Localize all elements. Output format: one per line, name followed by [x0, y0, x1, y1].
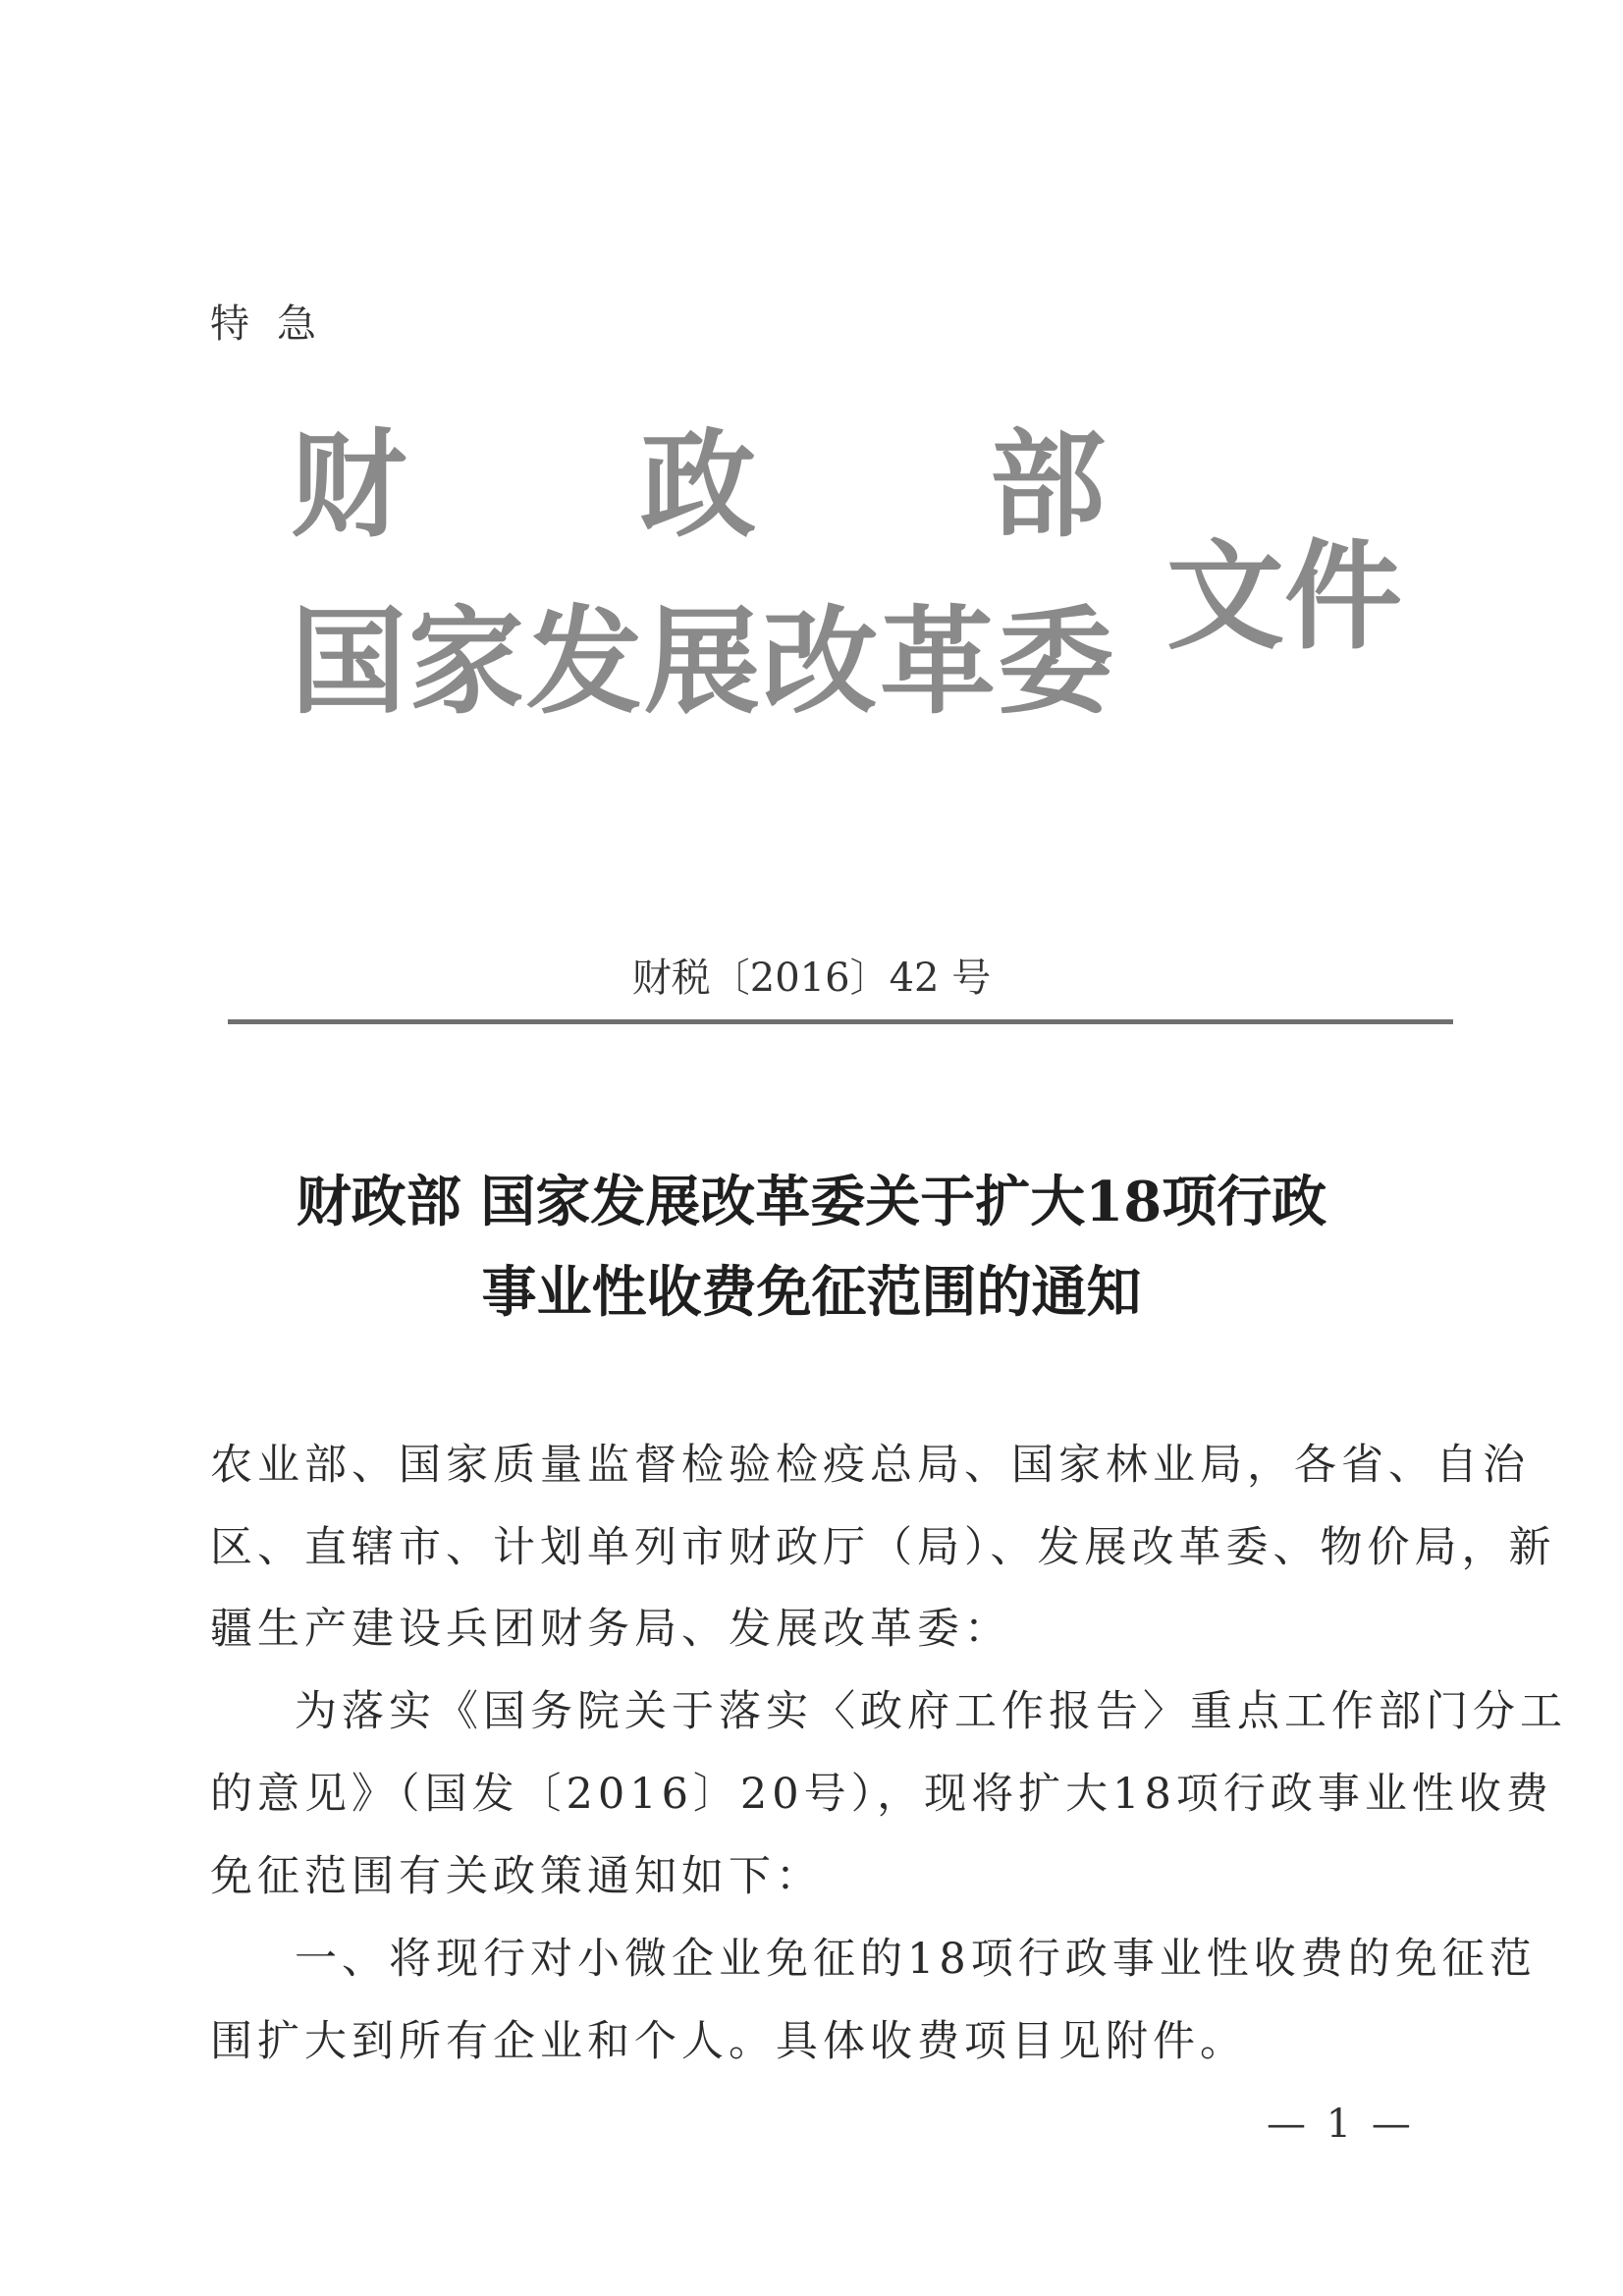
addressee-line: 区、直辖市、计划单列市财政厅（局）、发展改革委、物价局，新	[210, 1523, 1556, 1572]
issuer-ministry-of-finance	[291, 416, 1106, 553]
body-paragraph-line: 一、将现行对小微企业免征的18项行政事业性收费的免征范	[295, 1935, 1537, 1984]
issuer-ndrc: 国家发展改革委	[291, 593, 1116, 730]
body-paragraph-line: 围扩大到所有企业和个人。具体收费项目见附件。	[210, 2017, 1247, 2066]
document-number: 财税〔2016〕42 号	[631, 956, 992, 1001]
body-paragraph-line: 为落实《国务院关于落实〈政府工作报告〉重点工作部门分工	[295, 1687, 1567, 1736]
issuer-char: 政	[639, 416, 756, 553]
issuer-char: 财	[291, 416, 407, 553]
addressee-line: 疆生产建设兵团财务局、发展改革委：	[210, 1605, 1011, 1654]
urgency-mark: 特急	[210, 301, 344, 347]
body-paragraph-line: 免征范围有关政策通知如下：	[210, 1852, 823, 1901]
page-number: — 1 —	[1267, 2102, 1415, 2147]
document-title-line-1: 财政部 国家发展改革委关于扩大18项行政	[296, 1170, 1327, 1234]
document-title-line-2: 事业性收费免征范围的通知	[481, 1260, 1142, 1325]
issuer-char: 部	[989, 416, 1106, 553]
header-divider	[228, 1019, 1453, 1024]
doc-type-label: 文件	[1166, 527, 1402, 666]
body-paragraph-line: 的意见》（国发〔2016〕20号），现将扩大18项行政事业性收费	[210, 1770, 1553, 1819]
addressee-line: 农业部、国家质量监督检验检疫总局、国家林业局，各省、自治	[210, 1441, 1530, 1490]
